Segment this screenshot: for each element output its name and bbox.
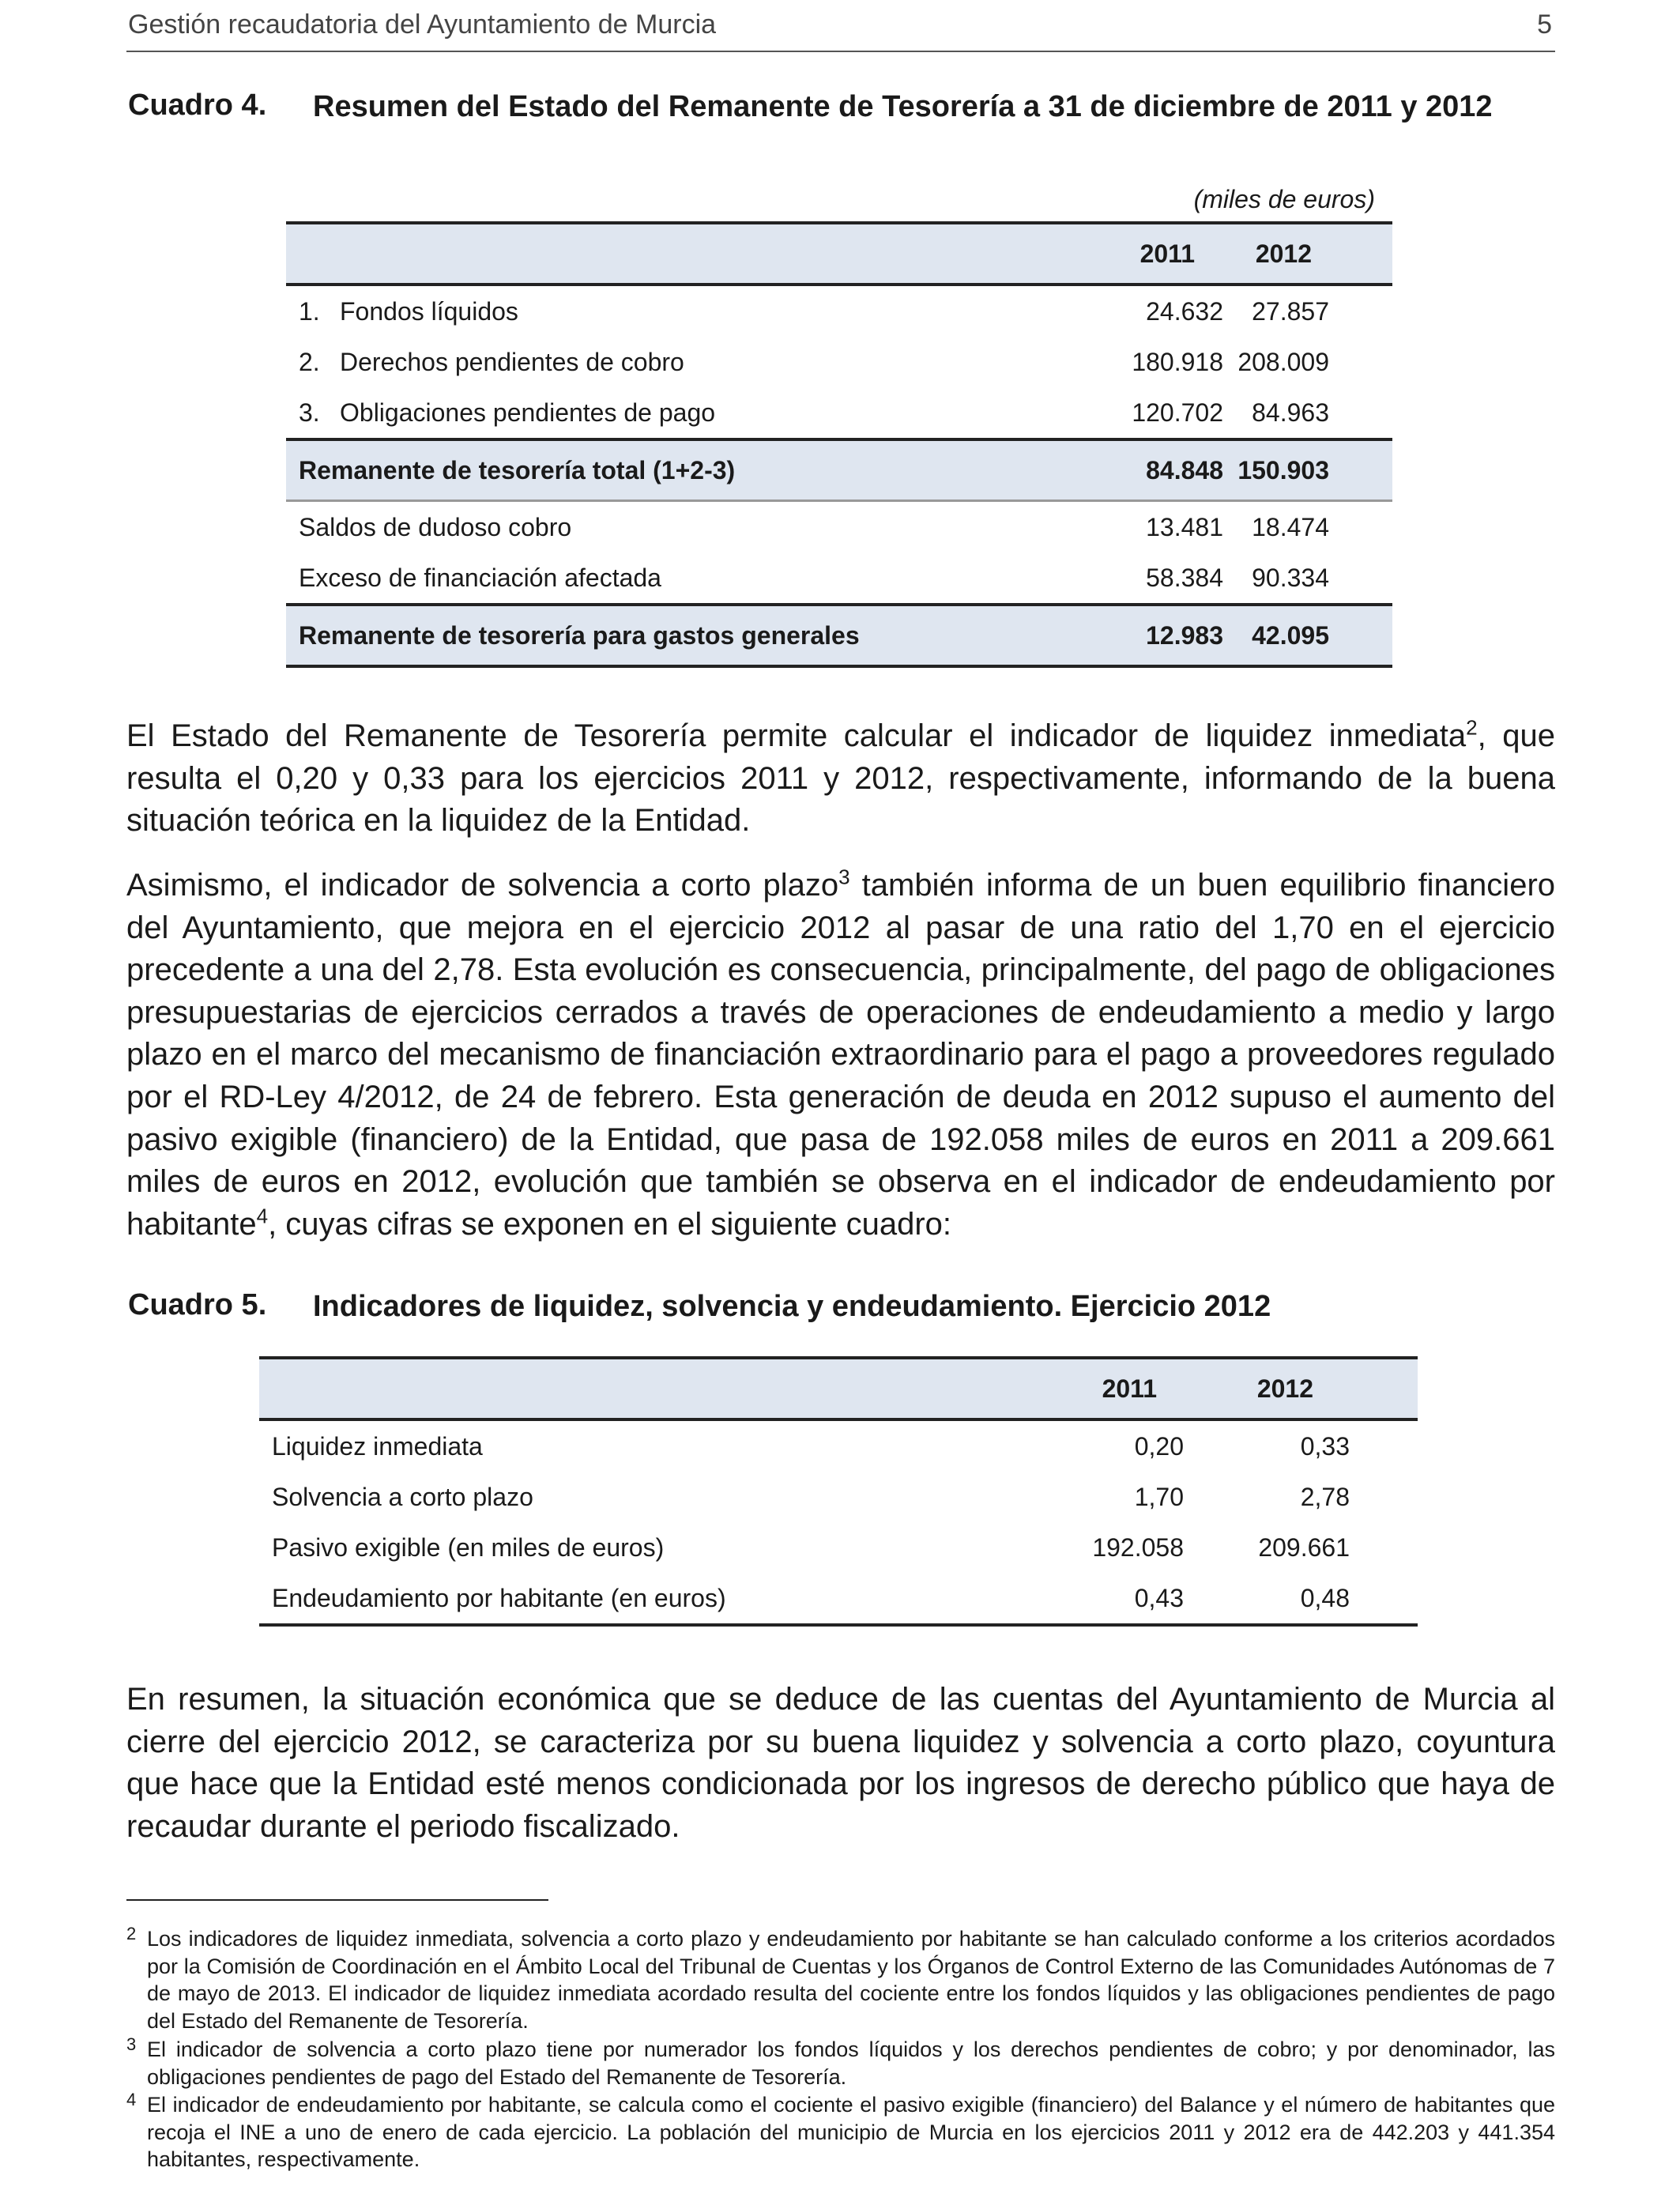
page-header (126, 6, 1555, 52)
footnote-ref-4[interactable]: 4 (256, 1204, 269, 1228)
para2-text-b: también informa de un buen equilibrio financiero del Ayuntamiento, que mejora en el ejercicio 2012 al pasar de una ratio del 1,70 en el ejercicio precedente a una del 2,78. Esta evolución es consecuencia, principalmente, del pago de obligaciones presupuestarias de ejercicios cerrados a través de operaciones de endeudamiento a medio y largo plazo en el marco del mecanismo de financiación extraordinario para el pago a proveedores regulado por el RD-Ley 4/2012, de 24 de febrero. Esta generación de deuda en 2012 supuso el aumento del pasivo exigible (financiero) de la Entidad, que pasa de 192.058 miles de euros en 2011 a 209.661 miles de euros en 2012, evolución que también se observa en el indicador de endeudamiento por habitante (126, 868, 1556, 1242)
row-label: Derechos pendientes de cobro (340, 347, 684, 376)
final-value-2012: 42.095 (1223, 605, 1392, 666)
cuadro5-label: Cuadro 5. (128, 1288, 267, 1321)
para2-text-c: , cuyas cifras se exponen en el siguiente cuadro: (268, 1206, 952, 1242)
footnote-4 (126, 2091, 1555, 2173)
footnote-text: El indicador de endeudamiento por habitante, se calcula como el cociente el pasivo exigible (financiero) del Balance y el número de habitantes que recoja el INE a uno de enero de cada ejercicio. La población del municipio de Murcia en los ejercicios 2011 y 2012 era de 442.203 y 441.354 habitantes, respectivamente. (147, 2093, 1555, 2172)
para1-text-a: El Estado del Remanente de Tesorería permite calcular el indicador de liquidez inmediata (126, 718, 1467, 753)
row-number: 3. (299, 398, 320, 427)
row-value-2011: 1,70 (1134, 1482, 1184, 1511)
row-label: Liquidez inmediata (272, 1431, 483, 1461)
footnote-ref-2[interactable]: 2 (1466, 715, 1478, 740)
final-label: Remanente de tesorería para gastos generales (299, 605, 1019, 666)
row-value-2012: 0,48 (1300, 1583, 1350, 1612)
row-value-2011: 0,20 (1134, 1431, 1184, 1461)
total-label: Remanente de tesorería total (1+2-3) (299, 439, 1019, 501)
footnote-mark: 4 (126, 2090, 137, 2109)
column-header-2012: 2012 (1184, 1358, 1418, 1419)
footnote-2 (126, 1925, 1555, 2034)
row-value-2011: 180.918 (1132, 347, 1223, 376)
row-value-2012: 90.334 (1252, 563, 1329, 592)
cuadro5-title: Indicadores de liquidez, solvencia y endeudamiento. Ejercicio 2012 (313, 1290, 1271, 1323)
final-value-2011: 12.983 (1065, 605, 1223, 666)
table-row (286, 337, 1392, 387)
footnote-mark: 2 (126, 1924, 137, 1943)
table-row (286, 501, 1392, 553)
row-value-2012: 27.857 (1252, 296, 1329, 326)
row-value-2012: 18.474 (1252, 512, 1329, 541)
paragraph-resumen: En resumen, la situación económica que se deduce de las cuentas del Ayuntamiento de Murcia al cierre del ejercicio 2012, se caracteriza por su buena liquidez y solvencia a corto plazo, coyuntura que hace que la Entidad esté menos condicionada por los ingresos de derecho público que haya de recaudar durante el periodo fiscalizado. (126, 1682, 1555, 1844)
table-row (286, 552, 1392, 605)
table-row (259, 1419, 1418, 1472)
footnote-3 (126, 2036, 1555, 2090)
row-label: Solvencia a corto plazo (272, 1482, 533, 1511)
table-row (259, 1573, 1418, 1625)
row-label: Fondos líquidos (340, 296, 518, 326)
paragraph-solvencia (126, 865, 1555, 1246)
footnote-mark: 3 (126, 2034, 137, 2054)
table-row (286, 285, 1392, 337)
total-value-2012: 150.903 (1223, 439, 1392, 501)
row-value-2011: 192.058 (1092, 1532, 1184, 1562)
table-row (286, 387, 1392, 439)
cuadro5-table (259, 1356, 1418, 1627)
row-number: 2. (299, 347, 320, 376)
column-header-2012: 2012 (1223, 223, 1392, 285)
row-value-2011: 0,43 (1134, 1583, 1184, 1612)
table-header-row (286, 223, 1392, 285)
column-header-2011: 2011 (1065, 223, 1223, 285)
table-row (259, 1522, 1418, 1573)
total-value-2011: 84.848 (1065, 439, 1223, 501)
table-row (259, 1472, 1418, 1522)
row-label: Exceso de financiación afectada (299, 563, 661, 592)
cuadro4-table (286, 221, 1392, 668)
footnote-text: Los indicadores de liquidez inmediata, solvencia a corto plazo y endeudamiento por habitante se han calculado conforme a los criterios acordados por la Comisión de Coordinación en el Ámbito Local del Tribunal de Cuentas y los Órganos de Control Externo de las Comunidades Autónomas de 7 de mayo de 2013. El indicador de liquidez inmediata acordado resulta del cociente entre los fondos líquidos y las obligaciones pendientes de pago del Estado del Remanente de Tesorería. (147, 1927, 1555, 2033)
row-label: Endeudamiento por habitante (en euros) (272, 1583, 726, 1612)
page-number: 5 (1537, 9, 1552, 40)
row-value-2012: 0,33 (1300, 1431, 1350, 1461)
row-value-2012: 2,78 (1300, 1482, 1350, 1511)
footnote-separator (126, 1899, 548, 1901)
row-label: Saldos de dudoso cobro (299, 512, 572, 541)
row-label: Pasivo exigible (en miles de euros) (272, 1532, 665, 1562)
row-value-2012: 209.661 (1258, 1532, 1350, 1562)
cuadro4-label: Cuadro 4. (128, 89, 267, 122)
para1-text-b: , que resulta el 0,20 y 0,33 para los ejercicios 2011 y 2012, respectivamente, informando de la buena situación teórica en la liquidez de la Entidad. (126, 718, 1556, 839)
table-total-row (286, 439, 1392, 501)
cuadro4-title: Resumen del Estado del Remanente de Tesorería a 31 de diciembre de 2011 y 2012 (313, 90, 1493, 123)
row-value-2011: 58.384 (1146, 563, 1223, 592)
row-label: Obligaciones pendientes de pago (340, 398, 716, 427)
footnote-ref-3[interactable]: 3 (838, 865, 850, 889)
row-number: 1. (299, 296, 320, 326)
table-final-row (286, 605, 1392, 666)
table-header-row (259, 1358, 1418, 1419)
row-value-2012: 84.963 (1252, 398, 1329, 427)
row-value-2011: 13.481 (1146, 512, 1223, 541)
header-title: Gestión recaudatoria del Ayuntamiento de Murcia (128, 9, 717, 40)
para2-text-a: Asimismo, el indicador de solvencia a corto plazo (126, 868, 839, 903)
row-value-2012: 208.009 (1237, 347, 1329, 376)
cuadro4-unit: (miles de euros) (1193, 185, 1375, 213)
footnote-text: El indicador de solvencia a corto plazo tiene por numerador los fondos líquidos y los derechos pendientes de cobro; y por denominador, las obligaciones pendientes de pago del Estado del Remanente de Tesorería. (147, 2038, 1555, 2089)
row-value-2011: 24.632 (1146, 296, 1223, 326)
paragraph-liquidez (126, 715, 1555, 843)
column-header-2011: 2011 (1019, 1358, 1184, 1419)
row-value-2011: 120.702 (1132, 398, 1223, 427)
